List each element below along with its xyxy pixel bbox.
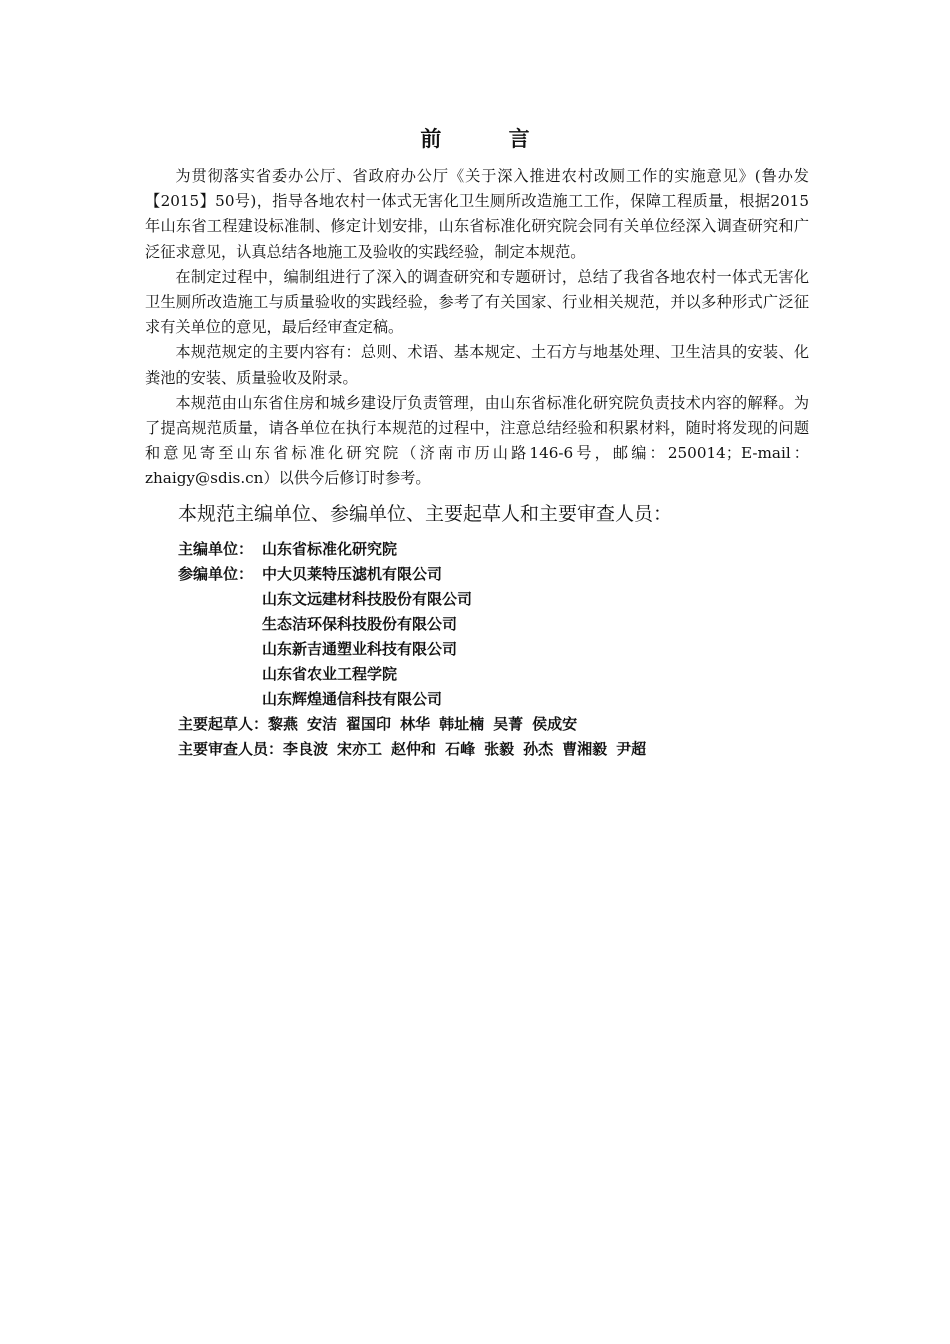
preface-paragraph: 在制定过程中，编制组进行了深入的调查研究和专题研讨，总结了我省各地农村一体式无害化卫生厕所改造施工与质量验收的实践经验，参考了有关国家、行业相关规范，并以多种形式广泛征求有关单位的意见，最后经审查定稿。: [145, 267, 809, 337]
drafters-label: 主要起草人：: [178, 715, 269, 733]
reviewer-name: 尹超: [616, 740, 647, 758]
preface-body: [145, 164, 809, 492]
drafters-row: [178, 712, 818, 737]
reviewer-name: 赵仲和: [391, 740, 437, 758]
preface-paragraph: 为贯彻落实省委办公厅、省政府办公厅《关于深入推进农村改厕工作的实施意见》(鲁办发【2015】50号)，指导各地农村一体式无害化卫生厕所改造施工工作，保障工程质量，根据2015年山东省工程建设标准制、修定计划安排，山东省标准化研究院会同有关单位经深入调查研究和广泛征求意见，认真总结各地施工及验收的实践经验，制定本规范。: [145, 167, 809, 261]
reviewer-name: 宋亦工: [337, 740, 383, 758]
reviewers-names: [283, 737, 646, 762]
participating-unit: 中大贝莱特压滤机有限公司: [262, 565, 443, 583]
reviewer-name: 石峰: [445, 740, 476, 758]
participating-units-label: 参编单位：: [178, 565, 254, 583]
chief-editor-label: 主编单位：: [178, 540, 254, 558]
reviewers-label: 主要审查人员：: [178, 740, 284, 758]
participating-unit: 山东文远建材科技股份有限公司: [262, 590, 473, 608]
drafter-name: 安洁: [307, 715, 338, 733]
participating-unit: 生态洁环保科技股份有限公司: [262, 615, 458, 633]
page-title: 前 言: [420, 127, 560, 151]
drafter-name: 翟国印: [346, 715, 392, 733]
drafter-name: 林华: [400, 715, 431, 733]
participating-unit: 山东辉煌通信科技有限公司: [262, 690, 443, 708]
reviewers-row: [178, 737, 818, 762]
reviewer-name: 张毅: [484, 740, 515, 758]
drafter-name: 黎燕: [268, 715, 299, 733]
reviewer-name: 李良波: [283, 740, 329, 758]
chief-editor-row: [178, 537, 818, 562]
reviewer-name: 孙杰: [523, 740, 554, 758]
participating-unit: 山东新吉通塑业科技有限公司: [262, 640, 458, 658]
preface-paragraph: 本规范由山东省住房和城乡建设厅负责管理，由山东省标准化研究院负责技术内容的解释。为了提高规范质量，请各单位在执行本规范的过程中，注意总结经验和积累材料，随时将发现的问题和意见寄至山东省标准化研究院（济南市历山路146-6号，邮编：250014；E-mail：zhaigy@sdis.cn）以供今后修订时参考。: [145, 393, 809, 488]
participating-units-row: [178, 562, 818, 712]
participating-unit: 山东省农业工程学院: [262, 665, 398, 683]
preface-paragraph: 本规范规定的主要内容有：总则、术语、基本规定、土石方与地基处理、卫生洁具的安装、化粪池的安装、质量验收及附录。: [145, 343, 809, 387]
drafter-name: 侯成安: [532, 715, 578, 733]
reviewer-name: 曹湘毅: [562, 740, 608, 758]
drafter-name: 吴菁: [493, 715, 524, 733]
chief-editor-unit: 山东省标准化研究院: [262, 540, 398, 558]
drafters-names: [268, 712, 577, 737]
participating-units-list: [262, 562, 472, 712]
contributors-heading: 本规范主编单位、参编单位、主要起草人和主要审查人员：: [178, 503, 673, 525]
drafter-name: 韩址楠: [439, 715, 485, 733]
contributors-list: [178, 537, 818, 762]
